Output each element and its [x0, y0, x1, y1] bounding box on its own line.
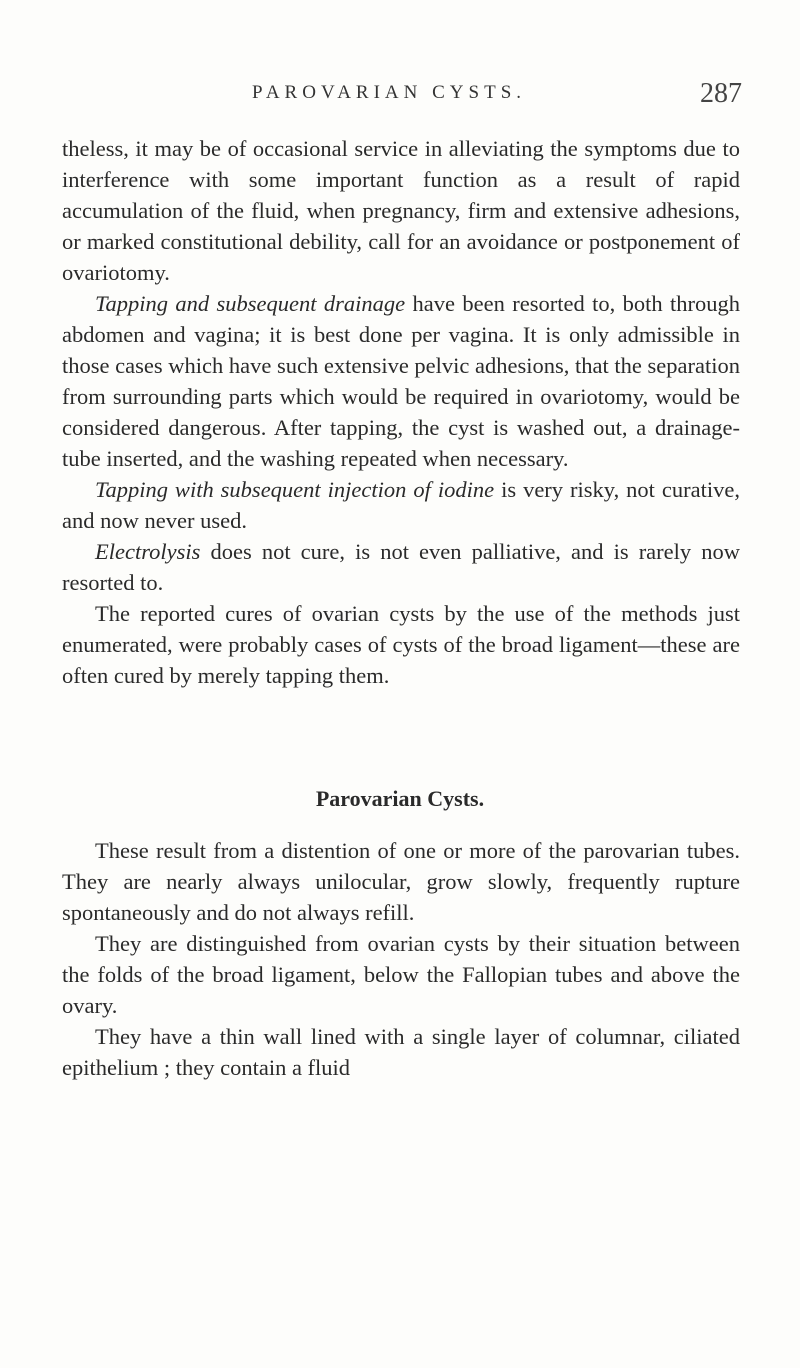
paragraph-lead-italic: Electrolysis	[95, 539, 201, 564]
paragraph-lead-italic: Tapping with subsequent injection of iodine	[95, 477, 495, 502]
paragraph-tapping-drainage	[62, 288, 740, 474]
paragraph-continuation	[62, 133, 740, 288]
paragraph-tapping-iodine	[62, 474, 740, 536]
paragraph-text: is very risky, not curative, and now never used.	[62, 477, 740, 533]
section-heading: Parovarian Cysts.	[315, 786, 485, 811]
paragraph-text: have been resorted to, both through abdomen and vagina; it is best done per vagina. It is only admissible in those cases which have such extensive pelvic adhesions, that the separation from surrounding parts which would be required in ovariotomy, would be considered dangerous. After tapping, the cyst is washed out, a drainage-tube inserted, and the washing repeated when necessary.	[62, 291, 740, 471]
running-head: PAROVARIAN CYSTS.	[252, 82, 527, 103]
paragraph-text: The reported cures of ovarian cysts by the use of the methods just enumerated, were probably cases of cysts of the broad ligament—these are often cured by merely tapping them.	[62, 601, 740, 688]
paragraph-electrolysis	[62, 536, 740, 598]
page-number: 287	[700, 78, 742, 109]
section-body	[62, 835, 740, 1083]
page-header	[0, 78, 800, 112]
section-paragraph: They are distinguished from ovarian cysts by their situation between the folds of the broad ligament, below the Fallopian tubes and above the ovary.	[62, 931, 740, 1018]
body-text	[62, 133, 740, 691]
paragraph-text: theless, it may be of occasional service in alleviating the symptoms due to interference with some important function as a result of rapid accumulation of the fluid, when pregnancy, firm and extensive adhesions, or marked constitutional debility, call for an avoidance or postponement of ovariotomy.	[62, 136, 740, 285]
section-paragraph: They have a thin wall lined with a single layer of columnar, ciliated epithelium ; they contain a fluid	[62, 1024, 740, 1080]
paragraph-reported-cures	[62, 598, 740, 691]
paragraph-lead-italic: Tapping and subsequent drainage	[95, 291, 406, 316]
section-paragraph: These result from a distention of one or more of the parovarian tubes. They are nearly always unilocular, grow slowly, frequently rupture spontaneously and do not always refill.	[62, 838, 740, 925]
paragraph-text: does not cure, is not even palliative, and is rarely now resorted to.	[62, 539, 740, 595]
